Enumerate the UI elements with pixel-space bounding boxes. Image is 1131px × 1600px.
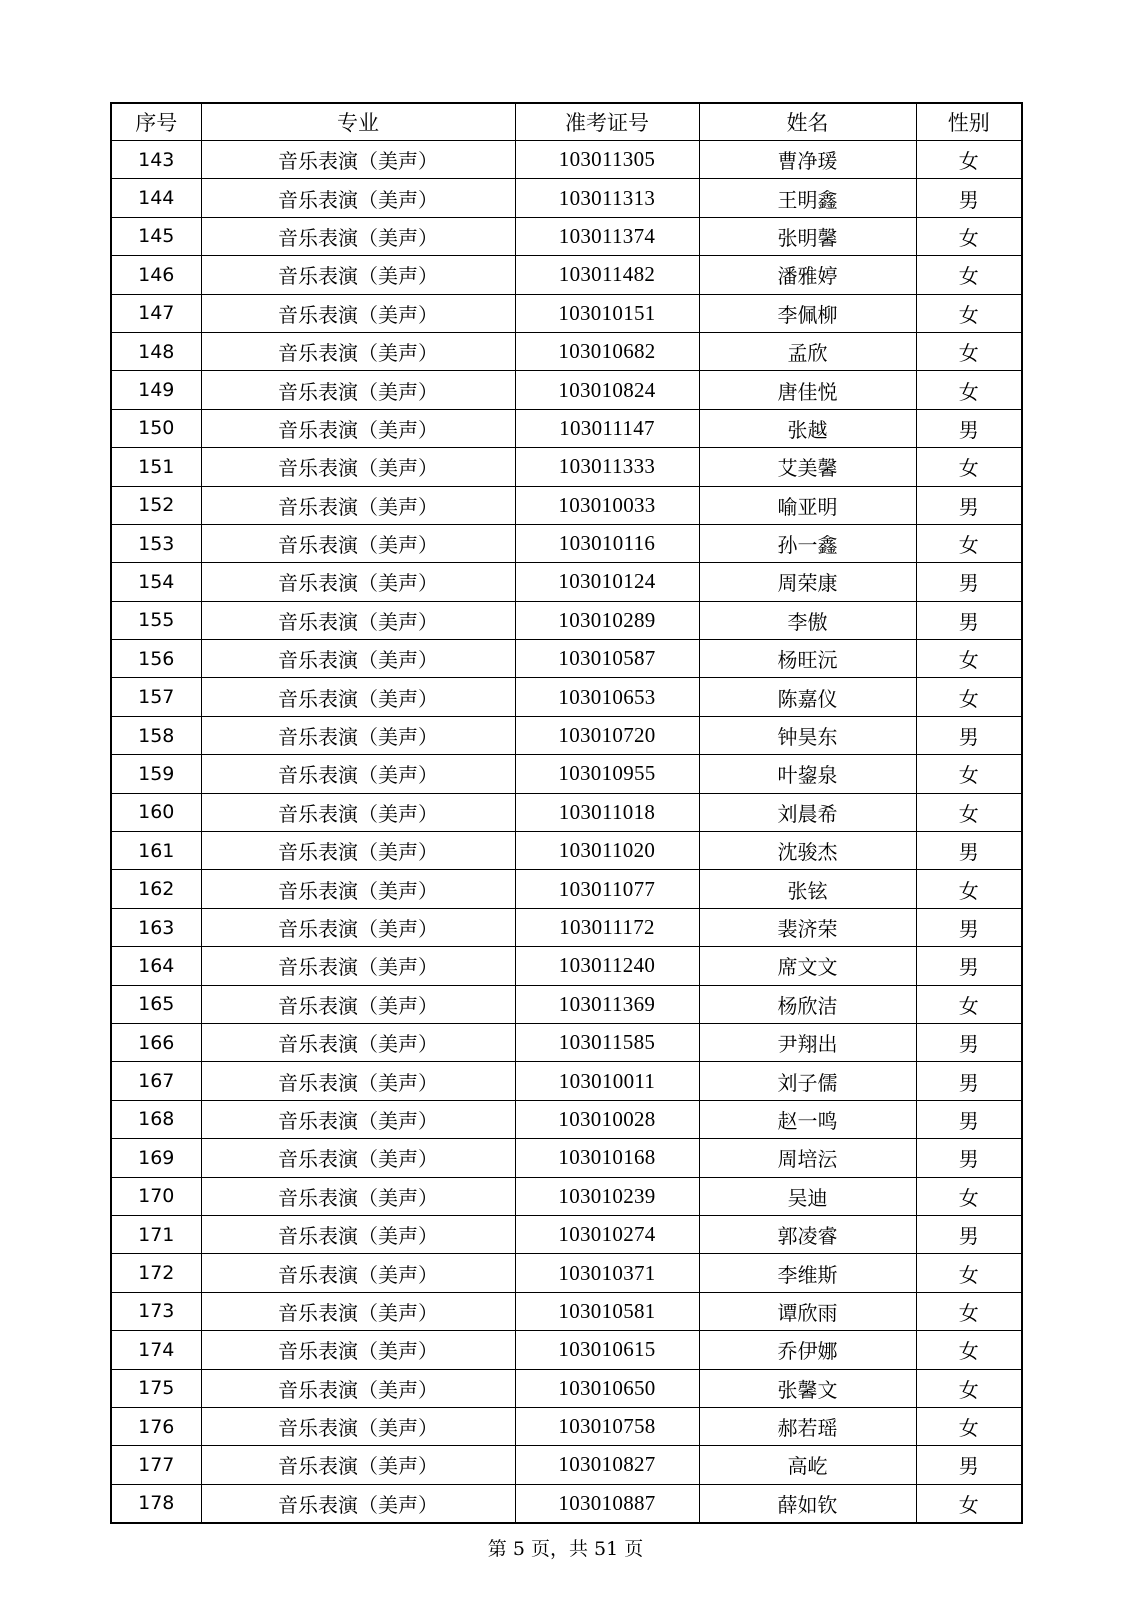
major-cell: 音乐表演（美声） [201, 1100, 515, 1138]
gender-cell: 男 [916, 908, 1022, 946]
seq-cell: 152 [111, 486, 201, 524]
table-row [111, 1062, 1022, 1100]
page-number-label: 第 5 页，共 51 页 [487, 1538, 644, 1560]
gender-cell: 女 [916, 1331, 1022, 1369]
gender-cell: 女 [916, 640, 1022, 678]
gender-cell: 女 [916, 448, 1022, 486]
table-row [111, 1215, 1022, 1253]
gender-cell: 男 [916, 1215, 1022, 1253]
gender-cell: 女 [916, 217, 1022, 255]
gender-cell: 男 [916, 1062, 1022, 1100]
major-cell: 音乐表演（美声） [201, 1292, 515, 1330]
major-cell: 音乐表演（美声） [201, 486, 515, 524]
seq-cell: 174 [111, 1331, 201, 1369]
major-cell: 音乐表演（美声） [201, 716, 515, 754]
name-cell: 席文文 [699, 947, 916, 985]
ticket-number-cell: 103011333 [515, 448, 699, 486]
seq-cell: 177 [111, 1446, 201, 1484]
major-cell: 音乐表演（美声） [201, 601, 515, 639]
gender-cell: 男 [916, 1139, 1022, 1177]
ticket-number-cell: 103011374 [515, 217, 699, 255]
major-cell: 音乐表演（美声） [201, 1331, 515, 1369]
ticket-number-cell: 103011018 [515, 793, 699, 831]
name-cell: 张馨文 [699, 1369, 916, 1407]
ticket-number-cell: 103010274 [515, 1215, 699, 1253]
gender-cell: 女 [916, 1369, 1022, 1407]
gender-cell: 男 [916, 832, 1022, 870]
ticket-number-cell: 103010682 [515, 332, 699, 370]
seq-cell: 175 [111, 1369, 201, 1407]
table-row [111, 486, 1022, 524]
name-cell: 孙一鑫 [699, 524, 916, 562]
ticket-number-cell: 103010168 [515, 1139, 699, 1177]
seq-cell: 168 [111, 1100, 201, 1138]
gender-cell: 男 [916, 1100, 1022, 1138]
gender-cell: 男 [916, 409, 1022, 447]
table-row [111, 678, 1022, 716]
major-cell: 音乐表演（美声） [201, 256, 515, 294]
table-row [111, 1369, 1022, 1407]
ticket-number-cell: 103011313 [515, 179, 699, 217]
major-cell: 音乐表演（美声） [201, 1062, 515, 1100]
major-cell: 音乐表演（美声） [201, 678, 515, 716]
gender-cell: 男 [916, 947, 1022, 985]
name-cell: 刘晨希 [699, 793, 916, 831]
table-row [111, 1331, 1022, 1369]
major-cell: 音乐表演（美声） [201, 1215, 515, 1253]
name-cell: 郝若瑶 [699, 1407, 916, 1445]
table-header [111, 103, 1022, 141]
table-row [111, 716, 1022, 754]
major-cell: 音乐表演（美声） [201, 832, 515, 870]
ticket-number-cell: 103011585 [515, 1023, 699, 1061]
seq-cell: 163 [111, 908, 201, 946]
name-cell: 郭凌睿 [699, 1215, 916, 1253]
seq-cell: 155 [111, 601, 201, 639]
seq-cell: 145 [111, 217, 201, 255]
table-row [111, 832, 1022, 870]
ticket-number-cell: 103011020 [515, 832, 699, 870]
seq-cell: 143 [111, 141, 201, 179]
gender-cell: 女 [916, 793, 1022, 831]
table-row [111, 1292, 1022, 1330]
header-name: 姓名 [699, 103, 916, 141]
ticket-number-cell: 103010827 [515, 1446, 699, 1484]
gender-cell: 女 [916, 256, 1022, 294]
major-cell: 音乐表演（美声） [201, 141, 515, 179]
seq-cell: 166 [111, 1023, 201, 1061]
table-row [111, 448, 1022, 486]
ticket-number-cell: 103010371 [515, 1254, 699, 1292]
name-cell: 吴迪 [699, 1177, 916, 1215]
major-cell: 音乐表演（美声） [201, 448, 515, 486]
gender-cell: 女 [916, 141, 1022, 179]
name-cell: 孟欣 [699, 332, 916, 370]
seq-cell: 162 [111, 870, 201, 908]
table-body [111, 141, 1022, 1524]
name-cell: 裴济荣 [699, 908, 916, 946]
name-cell: 王明鑫 [699, 179, 916, 217]
seq-cell: 158 [111, 716, 201, 754]
seq-cell: 171 [111, 1215, 201, 1253]
name-cell: 乔伊娜 [699, 1331, 916, 1369]
header-major: 专业 [201, 103, 515, 141]
major-cell: 音乐表演（美声） [201, 1139, 515, 1177]
major-cell: 音乐表演（美声） [201, 1254, 515, 1292]
table-row [111, 332, 1022, 370]
table-row [111, 601, 1022, 639]
ticket-number-cell: 103010615 [515, 1331, 699, 1369]
ticket-number-cell: 103010116 [515, 524, 699, 562]
gender-cell: 女 [916, 371, 1022, 409]
ticket-number-cell: 103010028 [515, 1100, 699, 1138]
gender-cell: 女 [916, 1292, 1022, 1330]
seq-cell: 164 [111, 947, 201, 985]
major-cell: 音乐表演（美声） [201, 524, 515, 562]
header-seq: 序号 [111, 103, 201, 141]
admission-roster-table [110, 102, 1023, 1524]
major-cell: 音乐表演（美声） [201, 985, 515, 1023]
table-row [111, 947, 1022, 985]
seq-cell: 147 [111, 294, 201, 332]
table-row [111, 1254, 1022, 1292]
major-cell: 音乐表演（美声） [201, 870, 515, 908]
major-cell: 音乐表演（美声） [201, 755, 515, 793]
table-row [111, 217, 1022, 255]
seq-cell: 151 [111, 448, 201, 486]
table-row [111, 179, 1022, 217]
seq-cell: 167 [111, 1062, 201, 1100]
gender-cell: 男 [916, 601, 1022, 639]
table-row [111, 141, 1022, 179]
major-cell: 音乐表演（美声） [201, 1369, 515, 1407]
header-ticket-number: 准考证号 [515, 103, 699, 141]
gender-cell: 男 [916, 1023, 1022, 1061]
name-cell: 赵一鸣 [699, 1100, 916, 1138]
major-cell: 音乐表演（美声） [201, 217, 515, 255]
major-cell: 音乐表演（美声） [201, 947, 515, 985]
table-row [111, 1407, 1022, 1445]
gender-cell: 女 [916, 1254, 1022, 1292]
name-cell: 张越 [699, 409, 916, 447]
table-row [111, 1446, 1022, 1484]
gender-cell: 女 [916, 332, 1022, 370]
gender-cell: 女 [916, 678, 1022, 716]
gender-cell: 男 [916, 1446, 1022, 1484]
gender-cell: 女 [916, 755, 1022, 793]
gender-cell: 男 [916, 179, 1022, 217]
seq-cell: 169 [111, 1139, 201, 1177]
table-row [111, 985, 1022, 1023]
table-row [111, 793, 1022, 831]
seq-cell: 173 [111, 1292, 201, 1330]
name-cell: 潘雅婷 [699, 256, 916, 294]
name-cell: 李傲 [699, 601, 916, 639]
name-cell: 张铉 [699, 870, 916, 908]
table-row [111, 755, 1022, 793]
gender-cell: 女 [916, 294, 1022, 332]
major-cell: 音乐表演（美声） [201, 1484, 515, 1523]
header-row [111, 103, 1022, 141]
ticket-number-cell: 103010587 [515, 640, 699, 678]
ticket-number-cell: 103011077 [515, 870, 699, 908]
table-row [111, 409, 1022, 447]
name-cell: 杨旺沅 [699, 640, 916, 678]
ticket-number-cell: 103010011 [515, 1062, 699, 1100]
ticket-number-cell: 103010033 [515, 486, 699, 524]
major-cell: 音乐表演（美声） [201, 371, 515, 409]
gender-cell: 女 [916, 985, 1022, 1023]
seq-cell: 172 [111, 1254, 201, 1292]
ticket-number-cell: 103011240 [515, 947, 699, 985]
seq-cell: 159 [111, 755, 201, 793]
seq-cell: 149 [111, 371, 201, 409]
gender-cell: 男 [916, 486, 1022, 524]
name-cell: 陈嘉仪 [699, 678, 916, 716]
ticket-number-cell: 103010289 [515, 601, 699, 639]
name-cell: 李佩柳 [699, 294, 916, 332]
seq-cell: 144 [111, 179, 201, 217]
seq-cell: 156 [111, 640, 201, 678]
name-cell: 李维斯 [699, 1254, 916, 1292]
major-cell: 音乐表演（美声） [201, 179, 515, 217]
seq-cell: 157 [111, 678, 201, 716]
name-cell: 高屹 [699, 1446, 916, 1484]
header-gender: 性别 [916, 103, 1022, 141]
gender-cell: 女 [916, 1407, 1022, 1445]
ticket-number-cell: 103010720 [515, 716, 699, 754]
table-row [111, 1484, 1022, 1523]
name-cell: 杨欣洁 [699, 985, 916, 1023]
table-row [111, 908, 1022, 946]
name-cell: 谭欣雨 [699, 1292, 916, 1330]
gender-cell: 女 [916, 1484, 1022, 1523]
ticket-number-cell: 103010650 [515, 1369, 699, 1407]
major-cell: 音乐表演（美声） [201, 409, 515, 447]
ticket-number-cell: 103010239 [515, 1177, 699, 1215]
table-row [111, 1023, 1022, 1061]
name-cell: 周荣康 [699, 563, 916, 601]
major-cell: 音乐表演（美声） [201, 563, 515, 601]
table-row [111, 640, 1022, 678]
seq-cell: 176 [111, 1407, 201, 1445]
seq-cell: 153 [111, 524, 201, 562]
major-cell: 音乐表演（美声） [201, 332, 515, 370]
major-cell: 音乐表演（美声） [201, 1446, 515, 1484]
seq-cell: 178 [111, 1484, 201, 1523]
ticket-number-cell: 103011305 [515, 141, 699, 179]
table-row [111, 870, 1022, 908]
gender-cell: 男 [916, 716, 1022, 754]
table-row [111, 563, 1022, 601]
ticket-number-cell: 103011147 [515, 409, 699, 447]
name-cell: 艾美馨 [699, 448, 916, 486]
table-row [111, 294, 1022, 332]
seq-cell: 165 [111, 985, 201, 1023]
name-cell: 尹翔出 [699, 1023, 916, 1061]
gender-cell: 女 [916, 524, 1022, 562]
table-row [111, 371, 1022, 409]
table-row [111, 524, 1022, 562]
major-cell: 音乐表演（美声） [201, 640, 515, 678]
major-cell: 音乐表演（美声） [201, 793, 515, 831]
seq-cell: 150 [111, 409, 201, 447]
ticket-number-cell: 103010581 [515, 1292, 699, 1330]
ticket-number-cell: 103010824 [515, 371, 699, 409]
major-cell: 音乐表演（美声） [201, 1177, 515, 1215]
table-row [111, 1177, 1022, 1215]
major-cell: 音乐表演（美声） [201, 908, 515, 946]
ticket-number-cell: 103010955 [515, 755, 699, 793]
seq-cell: 160 [111, 793, 201, 831]
ticket-number-cell: 103010887 [515, 1484, 699, 1523]
major-cell: 音乐表演（美声） [201, 1023, 515, 1061]
ticket-number-cell: 103011172 [515, 908, 699, 946]
name-cell: 沈骏杰 [699, 832, 916, 870]
page-footer [0, 1534, 1131, 1561]
name-cell: 薛如钦 [699, 1484, 916, 1523]
name-cell: 刘子儒 [699, 1062, 916, 1100]
name-cell: 曹净瑗 [699, 141, 916, 179]
seq-cell: 161 [111, 832, 201, 870]
ticket-number-cell: 103010653 [515, 678, 699, 716]
major-cell: 音乐表演（美声） [201, 294, 515, 332]
ticket-number-cell: 103011482 [515, 256, 699, 294]
gender-cell: 女 [916, 870, 1022, 908]
seq-cell: 154 [111, 563, 201, 601]
name-cell: 叶鋆泉 [699, 755, 916, 793]
seq-cell: 146 [111, 256, 201, 294]
major-cell: 音乐表演（美声） [201, 1407, 515, 1445]
ticket-number-cell: 103011369 [515, 985, 699, 1023]
table-row [111, 1100, 1022, 1138]
ticket-number-cell: 103010124 [515, 563, 699, 601]
ticket-number-cell: 103010151 [515, 294, 699, 332]
seq-cell: 170 [111, 1177, 201, 1215]
name-cell: 唐佳悦 [699, 371, 916, 409]
table-row [111, 1139, 1022, 1177]
name-cell: 周培沄 [699, 1139, 916, 1177]
name-cell: 钟昊东 [699, 716, 916, 754]
gender-cell: 男 [916, 563, 1022, 601]
name-cell: 张明馨 [699, 217, 916, 255]
seq-cell: 148 [111, 332, 201, 370]
name-cell: 喻亚明 [699, 486, 916, 524]
ticket-number-cell: 103010758 [515, 1407, 699, 1445]
gender-cell: 女 [916, 1177, 1022, 1215]
table-row [111, 256, 1022, 294]
